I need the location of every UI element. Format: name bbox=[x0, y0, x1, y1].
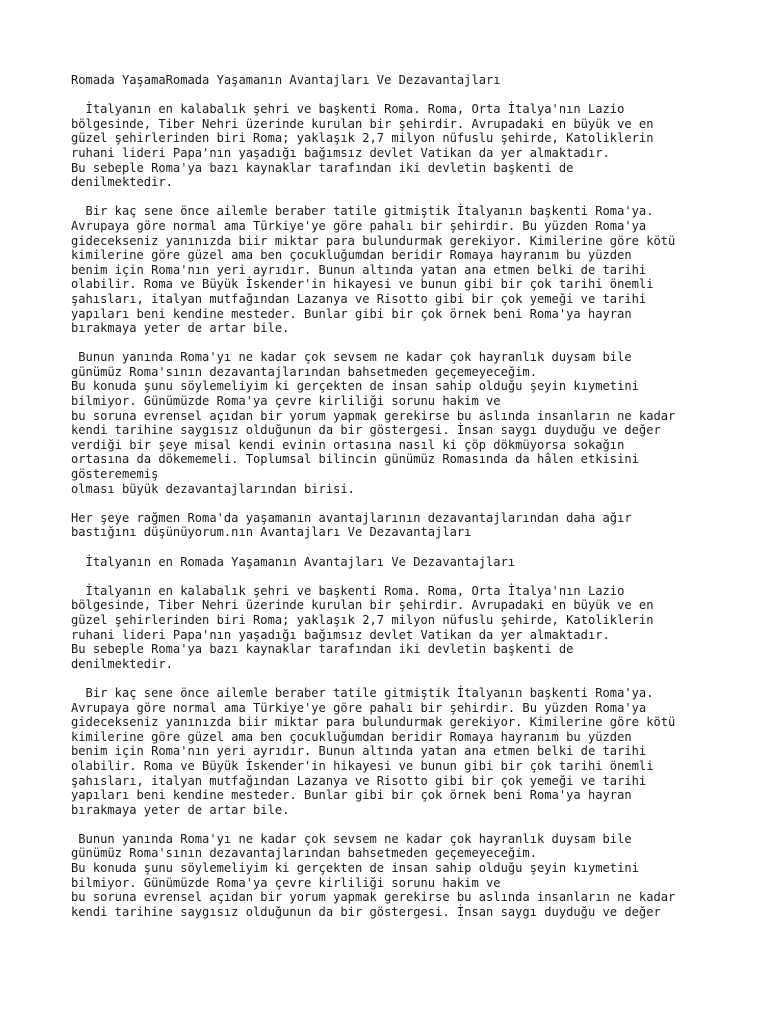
text-line: Avrupaya göre normal ama Türkiye'ye göre pahalı bir şehirdir. Bu yüzden Roma'ya bbox=[71, 218, 647, 233]
text-line: günümüz Roma'sının dezavantajlarından bahsetmeden geçemeyeceğim. bbox=[71, 364, 537, 379]
text-line: bastığını düşünüyorum.nın Avantajları Ve Dezavantajları bbox=[71, 525, 472, 540]
text-line: ortasına da dökememeli. Toplumsal bilincin günümüz Romasında da hâlen etkisini bbox=[71, 452, 639, 467]
text-line: bu soruna evrensel açıdan bir yorum yapmak gerekirse bu aslında insanların ne kadar bbox=[71, 408, 676, 423]
text-line: bırakmaya yeter de artar bile. bbox=[71, 321, 290, 336]
text-line: bu soruna evrensel açıdan bir yorum yapmak gerekirse bu aslında insanların ne kadar bbox=[71, 890, 676, 905]
text-line: yapıları beni kendine mesteder. Bunlar gibi bir çok örnek beni Roma'ya hayran bbox=[71, 306, 632, 321]
blank-line bbox=[71, 336, 731, 351]
text-line: şahısları, italyan mutfağından Lazanya ve Risotto gibi bir çok yemeği ve tarihi bbox=[71, 291, 647, 306]
text-line: İtalyanın en kalabalık şehri ve başkenti Roma. Roma, Orta İtalya'nın Lazio bbox=[71, 583, 625, 598]
text-line: bırakmaya yeter de artar bile. bbox=[71, 802, 290, 817]
text-line: verdiği bir şeye misal kendi evinin ortasına nasıl ki çöp dökmüyorsa sokağın bbox=[71, 437, 625, 452]
text-line: Bu sebeple Roma'ya bazı kaynaklar tarafından iki devletin başkenti de bbox=[71, 642, 574, 657]
text-line: olması büyük dezavantajlarından birisi. bbox=[71, 481, 355, 496]
text-line: bölgesinde, Tiber Nehri üzerinde kurulan bir şehirdir. Avrupadaki en büyük ve en bbox=[71, 598, 654, 613]
text-line: bilmiyor. Günümüzde Roma'ya çevre kirliliği sorunu hakim ve bbox=[71, 875, 501, 890]
text-line: Avrupaya göre normal ama Türkiye'ye göre pahalı bir şehirdir. Bu yüzden Roma'ya bbox=[71, 700, 647, 715]
text-line: Bunun yanında Roma'yı ne kadar çok sevsem ne kadar çok hayranlık duysam bile bbox=[71, 831, 632, 846]
text-line: Bir kaç sene önce ailemle beraber tatile gitmiştik İtalyanın başkenti Roma'ya. bbox=[71, 204, 654, 219]
text-line: Bu konuda şunu söylemeliyim ki gerçekten de insan sahip olduğu şeyin kıymetini bbox=[71, 379, 639, 394]
text-line: bilmiyor. Günümüzde Roma'ya çevre kirliliği sorunu hakim ve bbox=[71, 394, 501, 409]
text-line: günümüz Roma'sının dezavantajlarından bahsetmeden geçemeyeceğim. bbox=[71, 846, 537, 861]
text-line: Bunun yanında Roma'yı ne kadar çok sevsem ne kadar çok hayranlık duysam bile bbox=[71, 350, 632, 365]
text-line: gidecekseniz yanınızda biir miktar para bulundurmak gerekiyor. Kimilerine göre kötü bbox=[71, 233, 676, 248]
text-line: Bu konuda şunu söylemeliyim ki gerçekten de insan sahip olduğu şeyin kıymetini bbox=[71, 861, 639, 876]
text-line: kimilerine göre güzel ama ben çocukluğumdan beridir Romaya hayranım bu yüzden bbox=[71, 729, 632, 744]
text-line: ruhani lideri Papa'nın yaşadığı bağımsız devlet Vatikan da yer almaktadır. bbox=[71, 145, 610, 160]
text-line: olabilir. Roma ve Büyük İskender'in hikayesi ve bunun gibi bir çok tarihi önemli bbox=[71, 758, 654, 773]
blank-line bbox=[71, 671, 731, 686]
text-line: Her şeye rağmen Roma'da yaşamanın avantajlarının dezavantajlarından daha ağır bbox=[71, 510, 632, 525]
text-line: benim için Roma'nın yeri ayrıdır. Bunun altında yatan ana etmen belki de tarihi bbox=[71, 262, 647, 277]
text-line: güzel şehirlerinden biri Roma; yaklaşık 2,7 milyon nüfuslu şehirde, Katoliklerin bbox=[71, 612, 654, 627]
text-line: bölgesinde, Tiber Nehri üzerinde kurulan bir şehirdir. Avrupadaki en büyük ve en bbox=[71, 116, 654, 131]
text-line: kendi tarihine saygısız olduğunun da bir göstergesi. İnsan saygı duyduğu ve değer bbox=[71, 904, 661, 919]
text-line: kendi tarihine saygısız olduğunun da bir göstergesi. İnsan saygı duyduğu ve değer bbox=[71, 423, 661, 438]
text-line: denilmektedir. bbox=[71, 656, 173, 671]
text-line: Bu sebeple Roma'ya bazı kaynaklar tarafından iki devletin başkenti de bbox=[71, 160, 574, 175]
text-line: olabilir. Roma ve Büyük İskender'in hikayesi ve bunun gibi bir çok tarihi önemli bbox=[71, 277, 654, 292]
text-line: İtalyanın en Romada Yaşamanın Avantajları Ve Dezavantajları bbox=[71, 554, 516, 569]
text-line: denilmektedir. bbox=[71, 175, 173, 190]
blank-line bbox=[71, 190, 731, 205]
text-line: yapıları beni kendine mesteder. Bunlar gibi bir çok örnek beni Roma'ya hayran bbox=[71, 788, 632, 803]
blank-line bbox=[71, 540, 731, 555]
blank-line bbox=[71, 88, 731, 103]
text-line: İtalyanın en kalabalık şehri ve başkenti Roma. Roma, Orta İtalya'nın Lazio bbox=[71, 102, 625, 117]
text-line: benim için Roma'nın yeri ayrıdır. Bunun altında yatan ana etmen belki de tarihi bbox=[71, 744, 647, 759]
text-line: ruhani lideri Papa'nın yaşadığı bağımsız devlet Vatikan da yer almaktadır. bbox=[71, 627, 610, 642]
blank-line bbox=[71, 569, 731, 584]
text-line: gidecekseniz yanınızda biir miktar para bulundurmak gerekiyor. Kimilerine göre kötü bbox=[71, 715, 676, 730]
blank-line bbox=[71, 496, 731, 511]
blank-line bbox=[71, 817, 731, 832]
document-body bbox=[71, 73, 731, 919]
text-line: gösterememiş bbox=[71, 467, 159, 482]
text-line: şahısları, italyan mutfağından Lazanya ve Risotto gibi bir çok yemeği ve tarihi bbox=[71, 773, 647, 788]
text-line: güzel şehirlerinden biri Roma; yaklaşık 2,7 milyon nüfuslu şehirde, Katoliklerin bbox=[71, 131, 654, 146]
text-line: kimilerine göre güzel ama ben çocukluğumdan beridir Romaya hayranım bu yüzden bbox=[71, 248, 632, 263]
text-line: Romada YaşamaRomada Yaşamanın Avantajları Ve Dezavantajları bbox=[71, 73, 501, 87]
text-line: Bir kaç sene önce ailemle beraber tatile gitmiştik İtalyanın başkenti Roma'ya. bbox=[71, 685, 654, 700]
